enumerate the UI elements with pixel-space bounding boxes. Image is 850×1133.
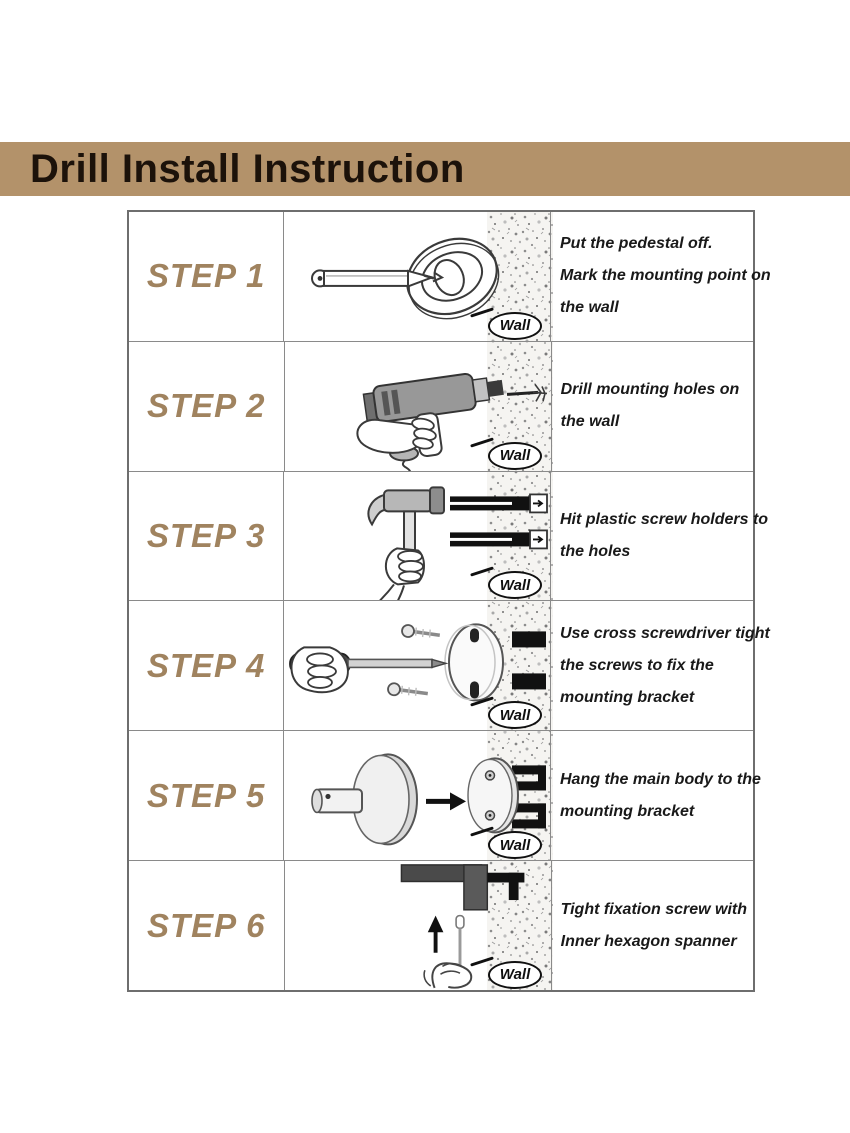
wall-callout-text: Wall — [499, 706, 531, 724]
step-5-label-cell — [129, 731, 284, 860]
step-5-line-2: mounting bracket — [560, 802, 695, 820]
step-1-label-cell — [129, 212, 284, 341]
step-1-line-1: Put the pedestal off. — [560, 235, 713, 253]
wall-callout-text: Wall — [499, 966, 531, 984]
step-3-label: STEP 3 — [146, 517, 266, 555]
step-6-label: STEP 6 — [147, 906, 266, 944]
step-4-line-1: Use cross screwdriver tight — [560, 624, 770, 642]
header-bar — [0, 142, 850, 196]
wall-callout-text: Wall — [499, 317, 531, 335]
step-3-line-1: Hit plastic screw holders to — [560, 511, 769, 529]
page-title: Drill Install Instruction — [30, 147, 465, 191]
step-4-line-2: the screws to fix the — [560, 656, 714, 674]
step-6-label-cell — [129, 861, 285, 990]
step-6-description — [552, 861, 753, 990]
wall-callout-text: Wall — [499, 447, 531, 465]
step-row-5 — [129, 731, 761, 861]
step-4-label-cell — [129, 601, 284, 730]
step-6-line-2: Inner hexagon spanner — [560, 932, 737, 950]
step-2-label: STEP 2 — [147, 387, 266, 425]
step-row-6 — [129, 861, 753, 990]
step-2-description — [552, 342, 753, 471]
step-5-line-1: Hang the main body to the — [560, 770, 761, 788]
wall-callout — [486, 829, 542, 857]
instruction-table — [127, 210, 771, 992]
wall-callout-text: Wall — [499, 836, 531, 854]
wall-callout — [486, 569, 542, 597]
step-2-line-2: the wall — [560, 413, 620, 431]
wall-callout-text: Wall — [499, 576, 531, 594]
step-3-description — [551, 472, 769, 601]
step-row-4 — [129, 601, 770, 731]
step-5-label: STEP 5 — [146, 776, 266, 814]
step-row-3 — [129, 472, 769, 602]
step-4-label: STEP 4 — [146, 646, 266, 684]
step-6-line-1: Tight fixation screw with — [560, 900, 748, 918]
step-5-description — [551, 731, 761, 860]
step-1-line-2: Mark the mounting point on — [560, 267, 771, 285]
step-1-description — [551, 212, 771, 341]
step-row-2 — [129, 342, 753, 472]
wall-callout — [486, 310, 542, 338]
wall-callout — [486, 440, 542, 468]
step-4-description — [551, 601, 770, 730]
step-2-label-cell — [129, 342, 285, 471]
step-2-line-1: Drill mounting holes on — [560, 381, 740, 399]
step-rows — [129, 212, 771, 990]
wall-callout — [486, 959, 542, 987]
wall-callout — [486, 699, 542, 727]
step-3-label-cell — [129, 472, 284, 601]
step-1-line-3: the wall — [560, 299, 619, 317]
step-4-line-3: mounting bracket — [560, 688, 695, 706]
step-1-label: STEP 1 — [146, 257, 266, 295]
step-3-line-2: the holes — [560, 543, 631, 561]
step-row-1 — [129, 212, 771, 342]
